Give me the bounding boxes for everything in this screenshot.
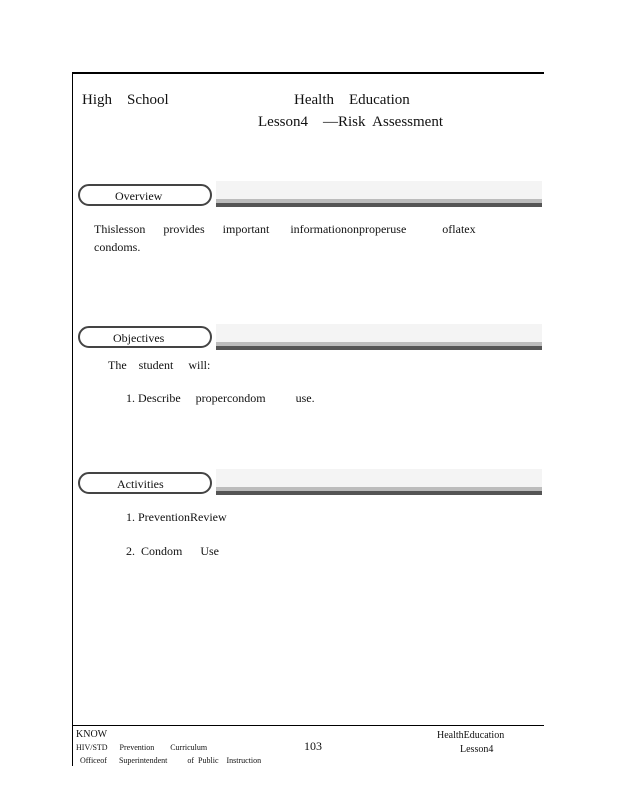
objective-item: 1. Describe propercondom use. (126, 391, 315, 405)
overview-banner (216, 181, 542, 205)
overview-heading: Overview (115, 189, 163, 203)
footer-office: Officeof Superintendent of Public Instruction (80, 756, 262, 765)
left-margin-rule (72, 72, 73, 766)
footer-subject: HealthEducation (437, 730, 505, 741)
overview-text-line1: Thislesson provides important informationonproperuse oflatex (94, 222, 476, 236)
top-rule (72, 72, 544, 74)
activity-item-1: 1. PreventionReview (126, 510, 227, 524)
activities-heading: Activities (117, 477, 164, 491)
page-number: 103 (304, 739, 322, 753)
footer-lesson: Lesson4 (460, 744, 494, 755)
overview-text-line2: condoms. (94, 240, 141, 254)
subject-title: Health Education (294, 92, 410, 108)
lesson-title: Lesson4 —Risk Assessment (258, 114, 444, 130)
objectives-intro: The student will: (108, 358, 211, 372)
objectives-heading: Objectives (113, 331, 165, 345)
activities-banner (216, 469, 542, 493)
activity-item-2: 2. Condom Use (126, 544, 219, 558)
footer-know: KNOW (76, 729, 108, 740)
school-level: High School (82, 92, 169, 108)
footer-curriculum: HIV/STD Prevention Curriculum (76, 743, 208, 752)
objectives-banner (216, 324, 542, 348)
footer-rule (72, 725, 544, 726)
